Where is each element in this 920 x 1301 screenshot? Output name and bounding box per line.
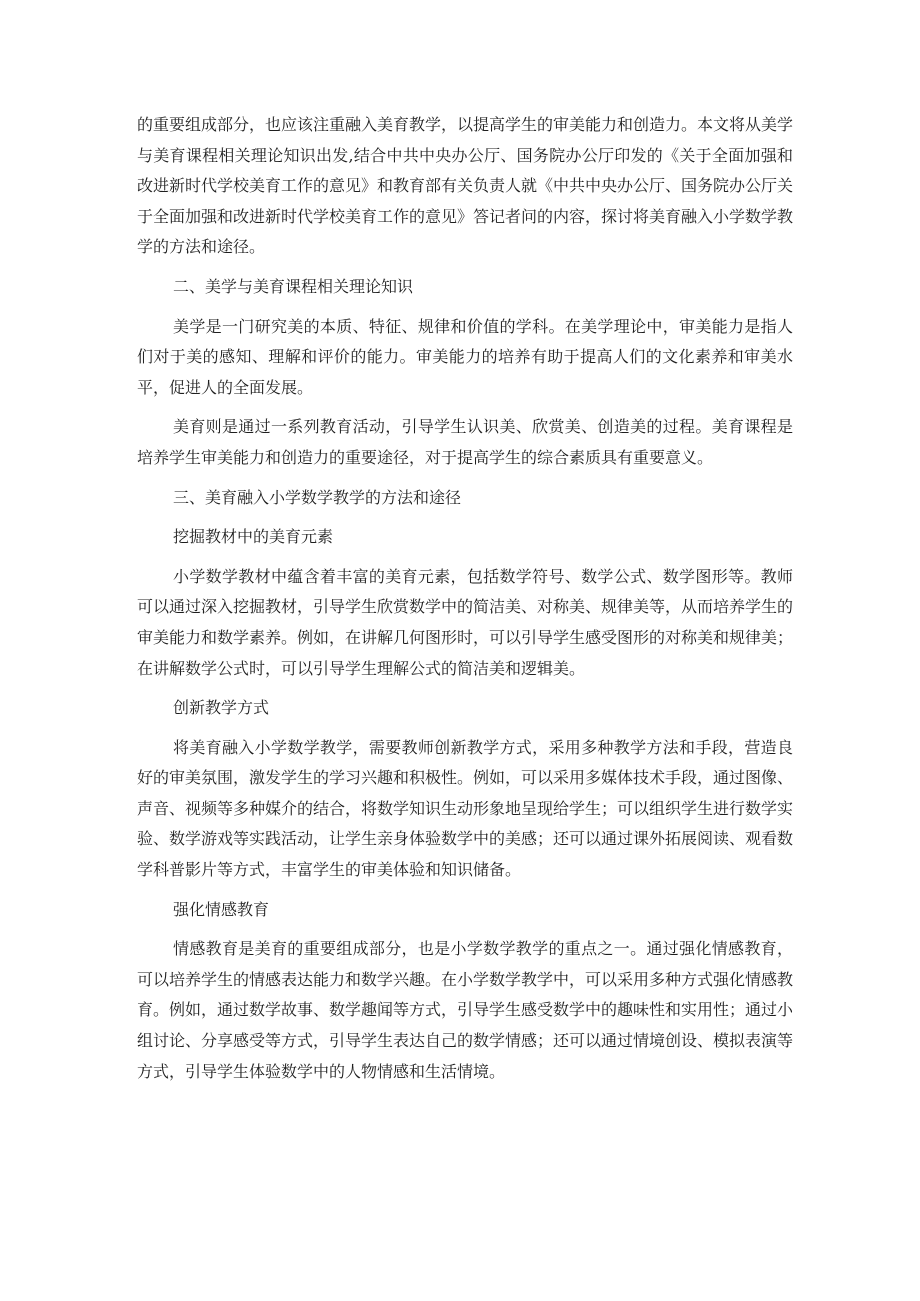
paragraph-intro-continuation: 的重要组成部分，也应该注重融入美育教学，以提高学生的审美能力和创造力。本文将从美学与美育课程相关理论知识出发,结合中共中央办公厅、国务院办公厅印发的《关于全面加强和改进新时代学校美育工作的意见》和教育部有关负责人就《中共中央办公厅、国务院办公厅关于全面加强和改进新时代学校美育工作的意见》答记者问的内容，探讨将美育融入小学数学教学的方法和途径。 [137,115,794,257]
subheading-textbook-elements: 挖掘教材中的美育元素 [173,527,334,547]
paragraph-teaching-methods: 将美育融入小学数学教学，需要教师创新教学方式，采用多种教学方法和手段，营造良好的审美氛围，激发学生的学习兴趣和积极性。例如，可以采用多媒体技术手段，通过图像、声音、视频等多种媒介的结合，将数学知识生动形象地呈现给学生；可以组织学生进行数学实验、数学游戏等实践活动，让学生亲身体验数学中的美感；还可以通过课外拓展阅读、观看数学科普影片等方式，丰富学生的审美体验和知识储备。 [137,737,794,880]
paragraph-emotional-education: 情感教育是美育的重要组成部分，也是小学数学教学的重点之一。通过强化情感教育，可以培养学生的情感表达能力和数学兴趣。在小学数学教学中，可以采用多种方式强化情感教育。例如，通过数学故事、数学趣闻等方式，引导学生感受数学中的趣味性和实用性；通过小组讨论、分享感受等方式，引导学生表达自己的数学情感；还可以通过情境创设、模拟表演等方式，引导学生体验数学中的人物情感和生活情境。 [137,939,794,1081]
paragraph-aesthetics: 美学是一门研究美的本质、特征、规律和价值的学科。在美学理论中，审美能力是指人们对于美的感知、理解和评价的能力。审美能力的培养有助于提高人们的文化素养和审美水平，促进人的全面发展。 [137,316,793,397]
paragraph-aesthetic-education: 美育则是通过一系列教育活动，引导学生认识美、欣赏美、创造美的过程。美育课程是培养学生审美能力和创造力的重要途径，对于提高学生的综合素质具有重要意义。 [137,417,793,467]
document-page [137,110,793,1096]
section-heading-theory: 二、美学与美育课程相关理论知识 [173,276,414,296]
section-heading-methods: 三、美育融入小学数学教学的方法和途径 [173,487,462,507]
subheading-teaching-methods: 创新教学方式 [173,698,270,718]
subheading-emotional-education: 强化情感教育 [173,899,270,919]
paragraph-textbook-elements: 小学数学教材中蕴含着丰富的美育元素，包括数学符号、数学公式、数学图形等。教师可以通过深入挖掘教材，引导学生欣赏数学中的简洁美、对称美、规律美等，从而培养学生的审美能力和数学素养。例如，在讲解几何图形时，可以引导学生感受图形的对称美和规律美；在讲解数学公式时，可以引导学生理解公式的简洁美和逻辑美。 [137,566,794,678]
